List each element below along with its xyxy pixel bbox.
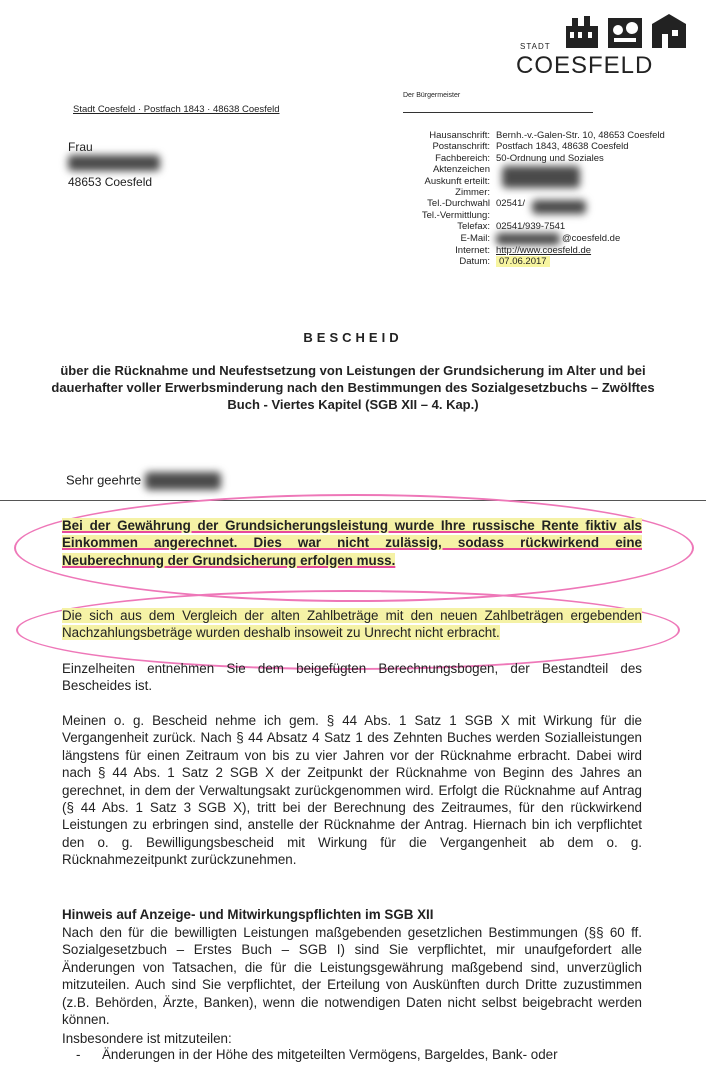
paragraph-1: Bei der Gewährung der Grundsicherungsleistung wurde Ihre russische Rente fiktiv als Einkommen angerechnet. Dies war nicht zulässig, sodass rückwirkend eine Neuberechnung der Grundsicherung erfolgen muss.	[62, 518, 642, 568]
info-row: Aktenzeichen	[404, 164, 665, 175]
recipient-name-redacted	[68, 155, 160, 171]
bullet-dash: -	[76, 1047, 81, 1062]
contact-info	[404, 130, 665, 267]
info-row: Postanschrift: Postfach 1843, 48638 Coesfeld	[432, 141, 629, 153]
redacted-name	[145, 472, 221, 490]
paragraph-2: Die sich aus dem Vergleich der alten Zahlbeträge mit den neuen Zahlbeträgen ergebenden Nachzahlungsbeträge wurden deshalb insoweit zu Unrecht nicht erbracht.	[62, 608, 642, 641]
redacted	[502, 166, 580, 188]
website-link[interactable]: http://www.coesfeld.de	[496, 244, 592, 256]
logo-stadt: STADT	[520, 42, 551, 51]
recipient-city: 48653 Coesfeld	[68, 175, 153, 189]
info-row: Fachbereich: 50-Ordnung und Soziales	[435, 152, 604, 164]
paragraph-6: Insbesondere ist mitzuteilen:	[62, 1031, 232, 1046]
info-row: Auskunft erteilt:	[424, 175, 490, 187]
paragraph-4: Meinen o. g. Bescheid nehme ich gem. § 44 Abs. 1 Satz 1 SGB X mit Wirkung für die Vergangenheit zurück. Nach § 44 Absatz 4 Satz 1 des Zehnten Buches werden Sozialleistungen längstens für einen Zeitraum von bis zu vier Jahren vor der Rücknahme erbracht. Dabei wird nach § 44 Abs. 1 Satz 2 SGB X der Zeitpunkt der Rücknahme von Beginn des Jahres an gerechnet, in dem der Verwaltungsakt zurückgenommen wird. Erfolgt die Rücknahme auf Antrag (§ 44 Abs. 1 Satz 3 SGB X), tritt bei der Berechnung des Zeitraumes, für den rückwirkend Leistungen zu erbringen sind, anstelle der Rücknahme der Antrag. Hiernach bin ich verpflichtet den o. g. Bewilligungsbescheid mit Wirkung für die Vergangenheit ab dem o. g. Rücknahmezeitpunkt zurückzunehmen.	[62, 713, 642, 868]
date-value: 07.06.2017	[496, 256, 550, 267]
info-row: Telefax: 02541/939-7541	[457, 221, 566, 233]
document-subtitle: über die Rücknahme und Neufestsetzung von Leistungen der Grundsicherung im Alter und bei dauerhafter voller Erwerbsminderung nach den Bestimmungen des Sozialgesetzbuchs – Zwölftes Buch - Viertes Kapitel (SGB XII – 4. Kap.)	[51, 363, 655, 412]
info-row: Tel.-Vermittlung:	[421, 209, 490, 221]
document-title: BESCHEID	[303, 330, 403, 345]
mayor-label: Der Bürgermeister	[403, 92, 461, 99]
city-logo	[514, 14, 690, 78]
sender-address: Stadt Coesfeld · Postfach 1843 · 48638 Coesfeld	[73, 104, 280, 115]
info-row: Internet: http://www.coesfeld.de	[455, 244, 592, 256]
info-row: Hausanschrift: Bernh.-v.-Galen-Str. 10, 48653 Coesfeld	[429, 130, 665, 141]
info-row: Tel.-Durchwahl 02541/	[404, 198, 665, 209]
paragraph-3: Einzelheiten entnehmen Sie dem beigefügten Berechnungsbogen, der Bestandteil des Bescheides ist.	[62, 661, 642, 694]
recipient-block	[68, 140, 160, 190]
paragraph-5: Nach den für die bewilligten Leistungen maßgebenden gesetzlichen Bestimmungen (§§ 60 ff. Sozialgesetzbuch – Erstes Buch – SGB I) sind Sie verpflichtet, mir unaufgefordert alle Änderungen von Tatsachen, die für die Leistungsgewährung maßgebend sind, unverzüglich mitzuteilen. Auch sind Sie verpflichtet, der Erteilung von Auskünften durch Dritte zuzustimmen (z.B. Behörden, Ärzte, Banken), wenn die notwendigen Daten nicht selbst beigebracht werden können.	[62, 925, 642, 1028]
section-heading: Hinweis auf Anzeige- und Mitwirkungspflichten im SGB XII	[62, 907, 434, 922]
info-row: Zimmer:	[455, 187, 490, 199]
list-item: - Änderungen in der Höhe des mitgeteilten Vermögens, Bargeldes, Bank- oder	[62, 1047, 662, 1062]
logo-city: COESFELD	[516, 52, 654, 79]
info-row: Datum: 07.06.2017	[404, 256, 665, 267]
redacted	[496, 233, 560, 245]
redacted	[532, 200, 586, 214]
mayor-divider	[403, 112, 593, 113]
coat-of-arms-icons	[564, 14, 688, 48]
recipient-salutation: Frau	[68, 140, 93, 154]
info-row: E-Mail: @coesfeld.de	[460, 232, 621, 244]
greeting: Sehr geehrte	[66, 472, 221, 490]
